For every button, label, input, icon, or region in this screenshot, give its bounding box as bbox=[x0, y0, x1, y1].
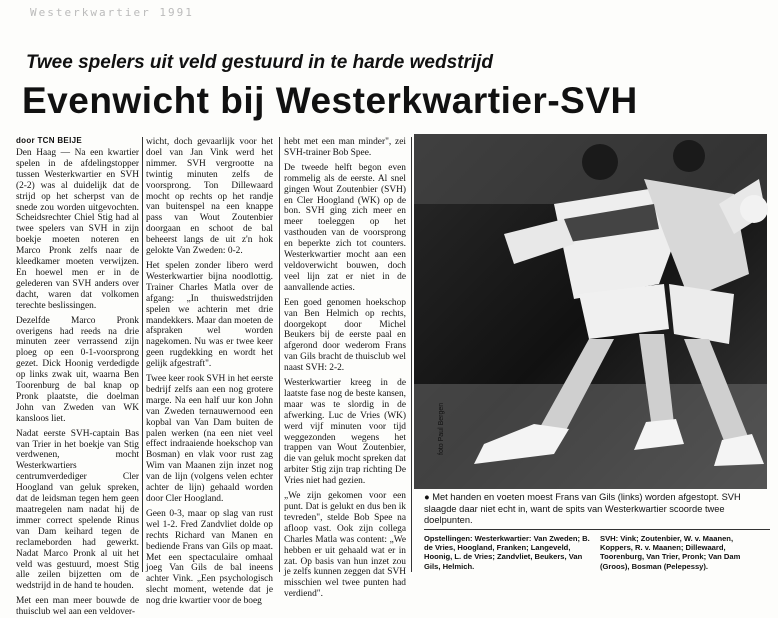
article-title: Evenwicht bij Westerkwartier-SVH bbox=[22, 80, 638, 121]
paragraph: Twee keer rook SVH in het eerste bedrijf zelfs aan een nog grotere marge. Na een half uur kon John van Zweden ternauwernood een kopbal van Van Dam buiten de palen werken (na een niet veel effect indraaiende hoekschop van Bosman) en vlak voor rust zag Wim van Maanen zijn inzet nog van de lijn (volgens velen echter achter de lijn) gehaald worden door Cler Hoogland. bbox=[146, 374, 273, 504]
column-divider bbox=[142, 137, 143, 572]
photo-credit: foto Paul Bergen bbox=[438, 402, 445, 455]
archive-stamp: Westerkwartier 1991 bbox=[30, 6, 194, 19]
caption-divider bbox=[424, 529, 770, 530]
article-byline: door TCN BEIJE bbox=[16, 136, 82, 145]
paragraph: Nadat eerste SVH-captain Bas van Trier in het boekje van Stig verdwenen, mocht Westerkwartiers centrumverdediger Cler Hoogland van geluk spreken, dat de leidsman tegen hem geen maatregelen nam nadat hij de immer correct spelende Rinus van Dam keihard tegen de reclameborden had gewerkt. Nadat Marco Pronk al uit het veld was gestuurd, moest Stig alle zeilen bijzetten om de wedstrijd in de hand te houden. bbox=[16, 428, 139, 592]
paragraph: Het spelen zonder libero werd Westerkwartier bijna noodlottig. Trainer Charles Matla over de afgang: „In thuiswedstrijden spelen we achterin met drie mandekkers. Maar dan moeten de afspraken wel worden nagekomen. Nu was er twee keer geen rugdekking en wordt het gelijk afgestraft". bbox=[146, 260, 273, 370]
photo-caption: ● Met handen en voeten moest Frans van Gils (links) worden afgestopt. SVH slaagde daar niet echt in, want de spits van Westerkwartier scoorde twee doelpunten. bbox=[424, 492, 741, 525]
article-column-3 bbox=[284, 137, 406, 600]
paragraph: Geen 0-3, maar op slag van rust wel 1-2. Fred Zandvliet dolde op rechts Richard van Manen en bediende Frans van Gils op maat. Met een spectaculaire omhaal joeg Van Gils de bal ineens achter Vink. „Een psychologisch slecht moment, wetende dat je nog drie kwartier voor de boeg bbox=[146, 508, 273, 607]
column-divider bbox=[279, 137, 280, 572]
paragraph: De tweede helft begon even rommelig als de eerste. Al snel gingen Wout Zoutenbier (SVH) en Cler Hoogland (WK) op de bon. SVH ging zich meer en meer toeleggen op het vasthouden van de voorsprong en beperkte zich tot counters. Westerkwartier mocht aan een veldoverwicht bouwen, doch veel lijn zat er niet in de aanvallende acties. bbox=[284, 162, 406, 293]
match-photo bbox=[414, 134, 767, 489]
article-subtitle: Twee spelers uit veld gestuurd in te harde wedstrijd bbox=[26, 52, 494, 73]
article-column-1 bbox=[16, 148, 139, 618]
football-players-illustration bbox=[414, 134, 767, 489]
lineup-away: SVH: Vink; Zoutenbier, W. v. Maanen, Koppers, R. v. Maanen; Dillewaard, Toorenburg, Van Trier, Pronk; Van Dam (Groos), Bosman (Pelepessy). bbox=[600, 534, 741, 571]
paragraph: Den Haag — Na een kwartier spelen in de afdelingstopper tussen Westerkwartier en SVH (2-2) was al duidelijk dat de strijd op het scherpst van de snede zou worden uitgevochten. Scheidsrechter Chiel Stig had al twee spelers van SVH in zijn boekje moeten noteren en Marco Pronk zelfs naar de kleedkamer moeten verwijzen. En hoewel men er in de gelederen van SVH anders over dacht, waren dat volkomen terechte beslissingen. bbox=[16, 148, 139, 311]
paragraph: Een goed genomen hoekschop van Ben Helmich op rechts, doorgekopt door Michel Beukers bij de eerste paal en afgerond door wederom Frans van Gils bracht de thuisclub wel naast SVH: 2-2. bbox=[284, 297, 406, 374]
paragraph: Dezelfde Marco Pronk overigens had reeds na drie minuten zeer verrassend zijn ploeg op een 0-1-voorsprong gezet. Dick Hoonig verdedigde op links zwak uit, waarna Ben Toorenburg de bal knap op Pronk plaatste, die doelman John van Zweden van WK kansloos liet. bbox=[16, 315, 139, 424]
column-divider bbox=[411, 137, 412, 572]
paragraph: Westerkwartier kreeg in de laatste fase nog de beste kansen, maar was te slordig in de afwerking. Luc de Vries (WK) werd vijf minuten voor tijd weggezonden wegens het trappen van Wout Zoutenbier, die van geluk mocht spreken dat arbiter Stig zijn trap richting De Vries niet had gezien. bbox=[284, 378, 406, 487]
paragraph: Met een man meer bouwde de thuisclub wel aan een veldover- bbox=[16, 596, 139, 618]
paragraph: hebt met een man minder", zei SVH-trainer Bob Spee. bbox=[284, 137, 406, 158]
paragraph: wicht, doch gevaarlijk voor het doel van Jan Vink werd het nimmer. SVH vergrootte na twintig minuten zelfs de voorsprong. Ton Dillewaard mocht op rechts op het randje van buitenspel na een knappe pass van Wout Zoutenbier doorgaan en schoot de bal beheerst langs de uit z'n hok gelokte Van Zweden: 0-2. bbox=[146, 137, 273, 257]
lineup-home: Opstellingen: Westerkwartier: Van Zweden; B. de Vries, Hoogland, Franken; Langeveld, Hoonig, L. de Vries; Zandvliet, Beukers, Van Gils, Helmich. bbox=[424, 534, 590, 571]
paragraph: „We zijn gekomen voor een punt. Dat is gelukt en dus ben ik tevreden", stelde Bob Spee na afloop vast. Ook zijn collega Charles Matla was content: „We hebben er uit gehaald wat er in zat. Op basis van hun inzet zou je zelfs kunnen zeggen dat SVH misschien wel twee punten had verdiend". bbox=[284, 491, 406, 600]
article-column-2 bbox=[146, 137, 273, 607]
